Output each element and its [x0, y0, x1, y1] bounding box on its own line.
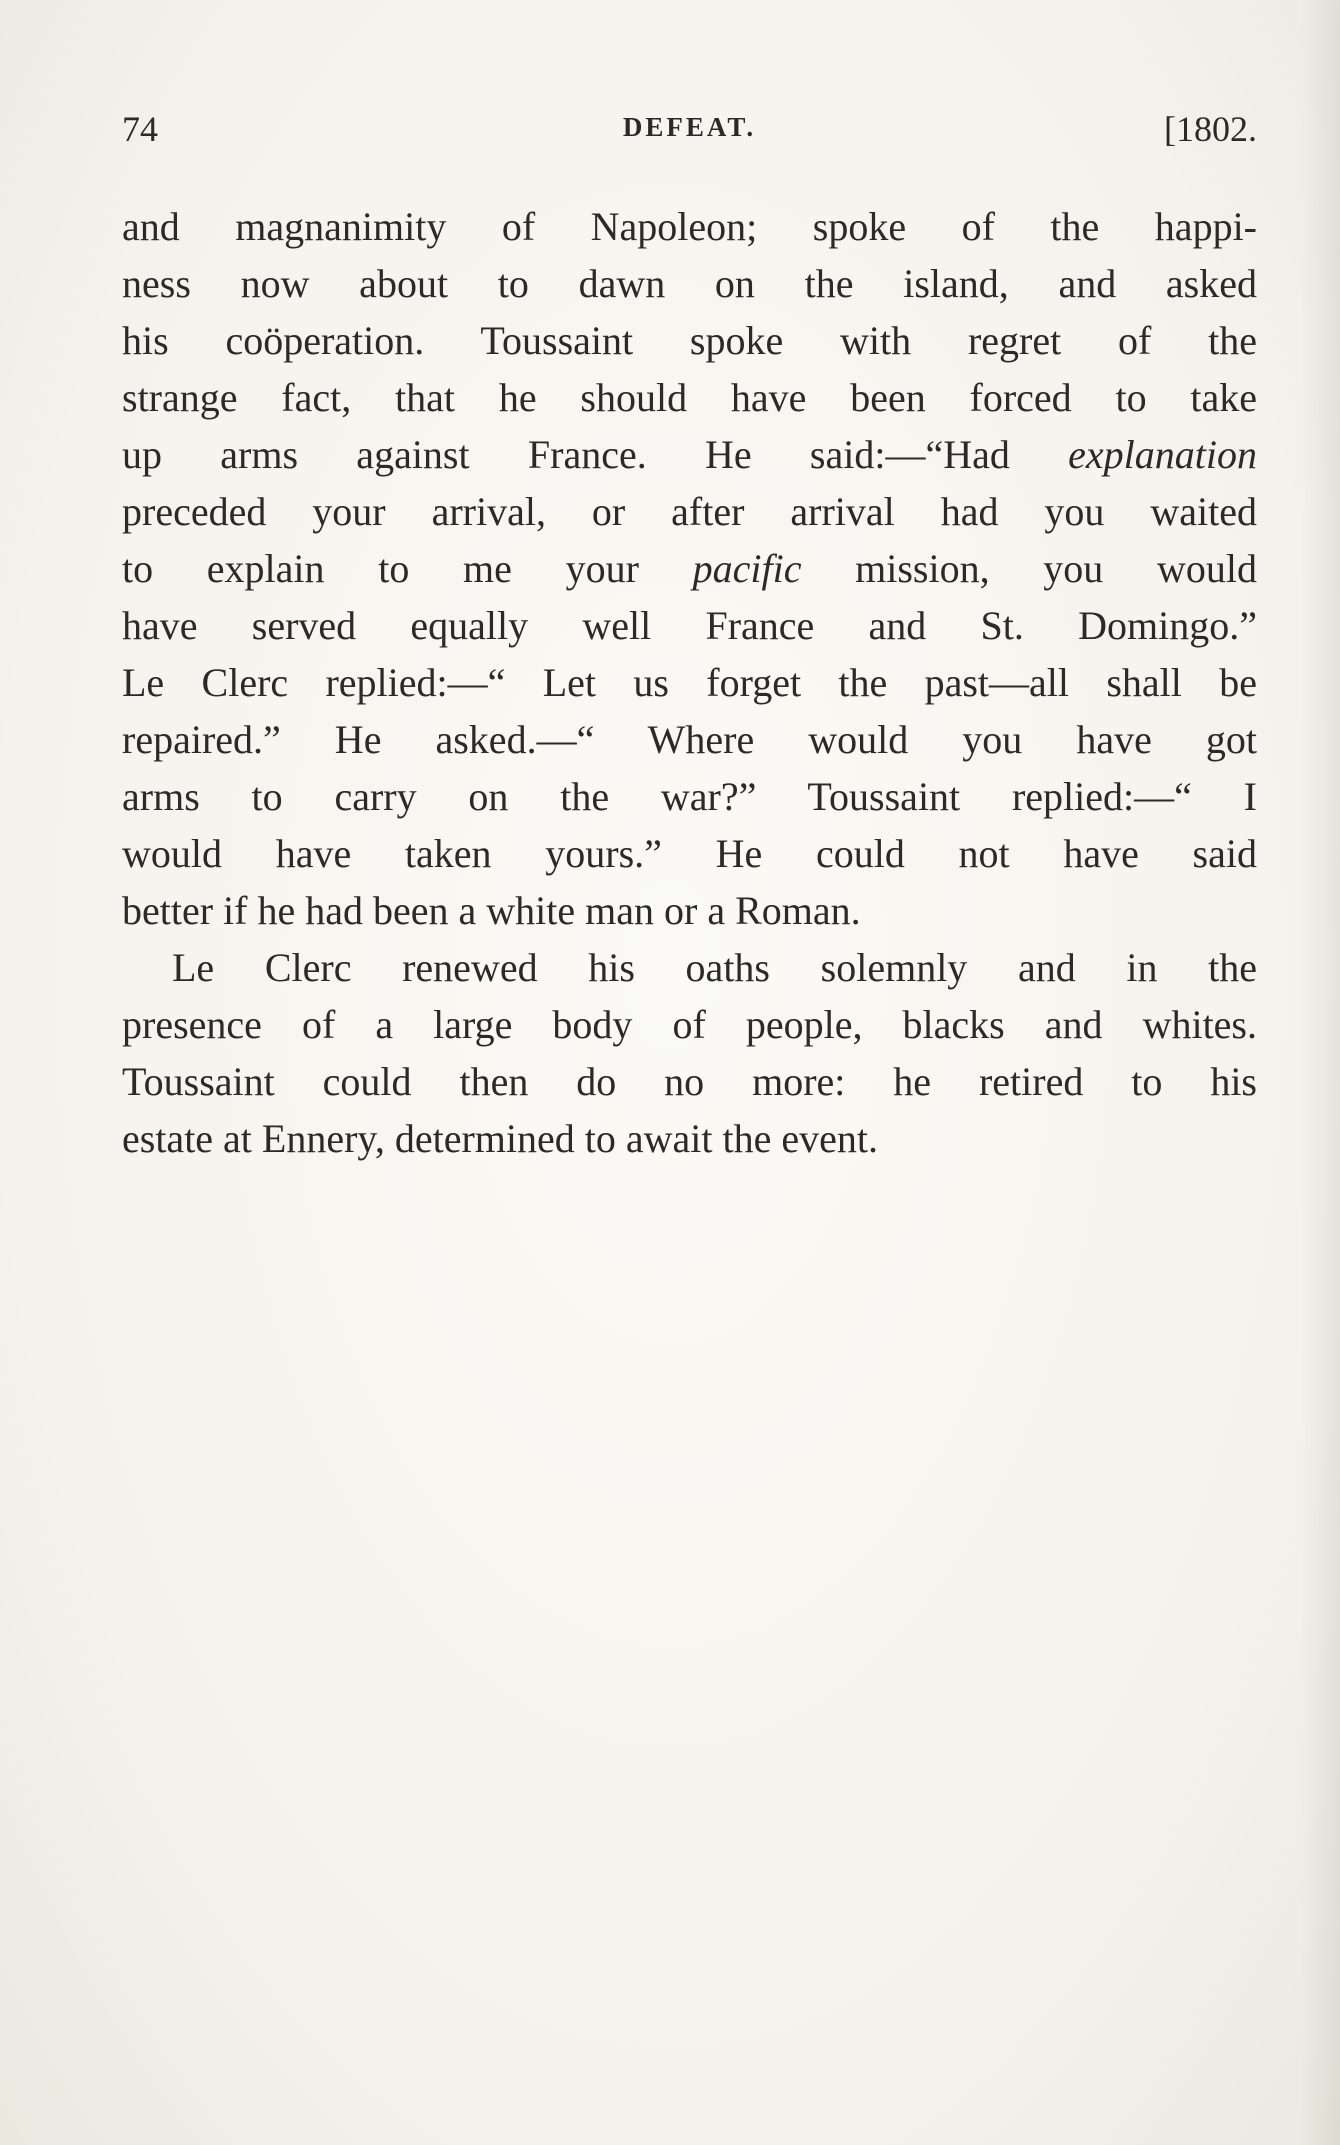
text-line	[122, 198, 1257, 255]
text-line	[122, 255, 1257, 312]
line-text: his coöperation. Toussaint spoke with regret of the	[122, 318, 1257, 363]
line-text: Toussaint could then do no more: he retired to his	[122, 1059, 1257, 1104]
text-line	[122, 369, 1257, 426]
line-text: mission, you would	[801, 546, 1257, 591]
text-line	[122, 768, 1257, 825]
running-header	[122, 108, 1257, 158]
text-line	[122, 939, 1257, 996]
line-text: ness now about to dawn on the island, and asked	[122, 261, 1257, 306]
line-text: have served equally well France and St. Domingo.”	[122, 603, 1257, 648]
line-text: and magnanimity of Napoleon; spoke of the happi-	[122, 204, 1257, 249]
text-line	[122, 483, 1257, 540]
line-text: preceded your arrival, or after arrival had you waited	[122, 489, 1257, 534]
line-text: strange fact, that he should have been forced to take	[122, 375, 1257, 420]
text-line	[122, 654, 1257, 711]
line-text: arms to carry on the war?” Toussaint replied:—“ I	[122, 774, 1257, 819]
text-line	[122, 882, 1257, 939]
text-line	[122, 1053, 1257, 1110]
text-line	[122, 540, 1257, 597]
line-text: would have taken yours.” He could not have said	[122, 831, 1257, 876]
text-line	[122, 1110, 1257, 1167]
italic-text: explanation	[1068, 432, 1257, 477]
line-text: up arms against France. He said:—“Had	[122, 432, 1069, 477]
page-edge-shadow	[1300, 0, 1340, 2145]
text-line	[122, 825, 1257, 882]
line-text: estate at Ennery, determined to await the event.	[122, 1116, 878, 1161]
line-text: presence of a large body of people, blacks and whites.	[122, 1002, 1257, 1047]
italic-text: pacific	[692, 546, 802, 591]
body-text	[122, 198, 1257, 1167]
line-text: repaired.” He asked.—“ Where would you have got	[122, 717, 1257, 762]
line-text: Le Clerc renewed his oaths solemnly and in the	[172, 945, 1257, 990]
running-title: DEFEAT.	[622, 112, 757, 142]
line-text: to explain to me your	[122, 546, 693, 591]
text-line	[122, 711, 1257, 768]
line-text: Le Clerc replied:—“ Let us forget the past—all shall be	[122, 660, 1257, 705]
text-line	[122, 996, 1257, 1053]
line-text: better if he had been a white man or a Roman.	[122, 888, 861, 933]
header-year: [1802.	[1164, 109, 1257, 149]
page-number: 74	[122, 109, 158, 149]
text-line	[122, 426, 1257, 483]
text-line	[122, 597, 1257, 654]
text-line	[122, 312, 1257, 369]
